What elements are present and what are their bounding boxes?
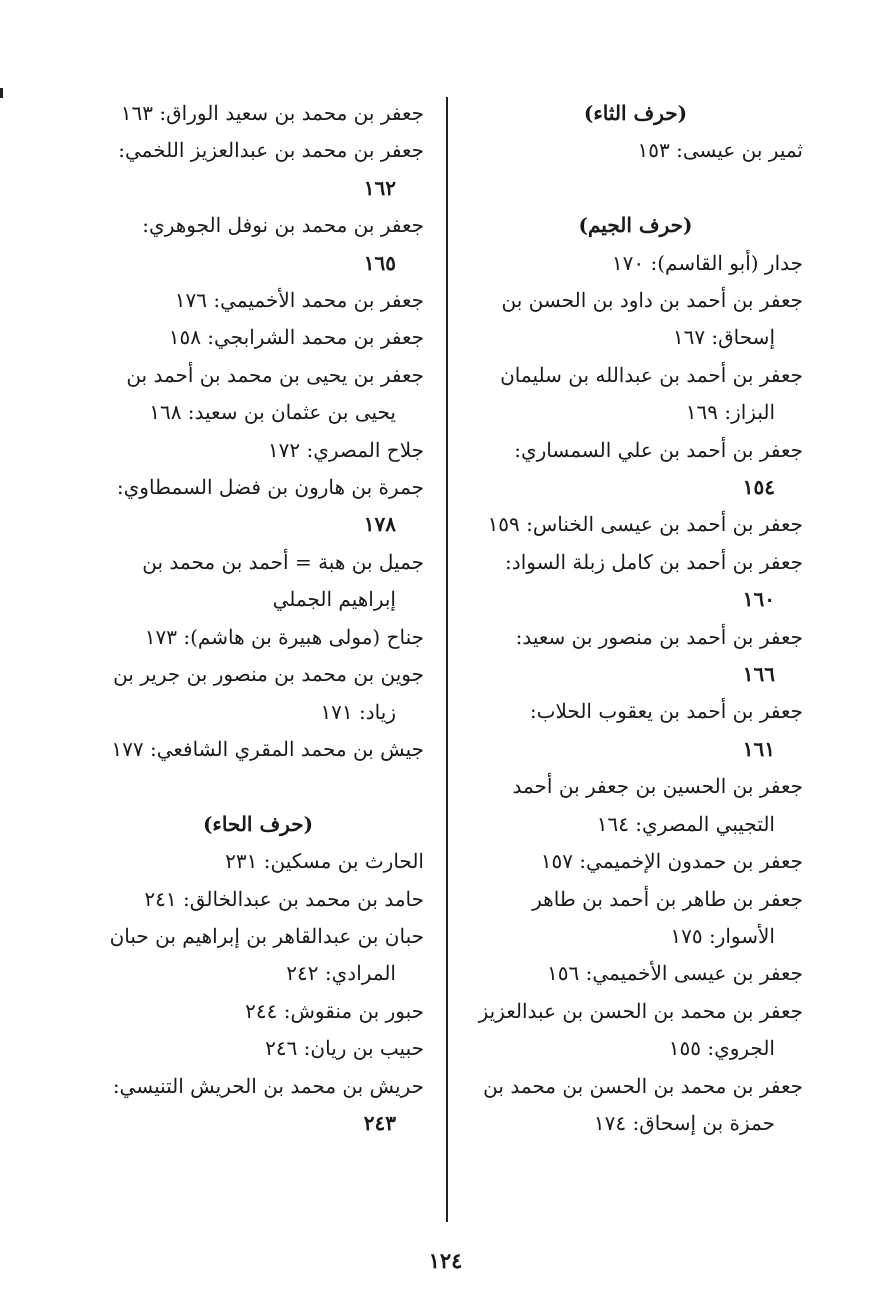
entry-line: جعفر بن أحمد بن يعقوب الحلاب: bbox=[529, 699, 803, 724]
entry-continuation: البزاز: ١٦٩ bbox=[685, 400, 775, 425]
index-entry: جعفر بن عيسى الأخميمي: ١٥٦ bbox=[547, 961, 803, 986]
entry-continuation: ١٦٦ bbox=[742, 662, 775, 687]
index-entry: جعفر بن محمد الشرابجي: ١٥٨ bbox=[168, 325, 424, 350]
index-entry bbox=[468, 619, 803, 694]
entry-continuation: ١٦٠ bbox=[742, 587, 775, 612]
index-entry bbox=[468, 282, 803, 357]
entry-line: جعفر بن أحمد بن عبدالله بن سليمان bbox=[500, 362, 803, 387]
entry-line: جعفر بن محمد بن نوفل الجوهري: bbox=[142, 213, 424, 238]
index-entry bbox=[468, 1068, 803, 1143]
entry-line: جعفر بن الحسين بن جعفر بن أحمد bbox=[512, 774, 803, 799]
entry-line: جعفر بن محمد بن الحسن بن عبدالعزيز bbox=[478, 998, 803, 1023]
index-entry bbox=[92, 656, 424, 731]
entry-continuation: إبراهيم الجملي bbox=[272, 587, 396, 612]
index-entry: جدار (أبو القاسم): ١٧٠ bbox=[611, 250, 803, 275]
entry-line: جعفر بن أحمد بن كامل زبلة السواد: bbox=[505, 549, 803, 574]
page-number: ١٢٤ bbox=[428, 1248, 463, 1273]
entry-line: جعفر بن يحيى بن محمد بن أحمد بن bbox=[126, 362, 424, 387]
index-entry bbox=[468, 993, 803, 1068]
index-entry: حبيب بن ريان: ٢٤٦ bbox=[265, 1036, 424, 1061]
entry-line: جميل بن هبة = أحمد بن محمد بن bbox=[142, 549, 424, 574]
entry-line: جعفر بن أحمد بن علي السمساري: bbox=[514, 437, 803, 462]
index-entry bbox=[92, 469, 424, 544]
entry-line: حريش بن محمد بن الحريش التنيسي: bbox=[112, 1073, 424, 1098]
margin-mark bbox=[0, 88, 3, 98]
entry-continuation: ١٥٤ bbox=[742, 475, 775, 500]
entry-continuation: ١٦٢ bbox=[363, 175, 396, 200]
index-entry bbox=[92, 1068, 424, 1143]
index-entry bbox=[468, 432, 803, 507]
column-divider bbox=[446, 97, 448, 1222]
index-entry: جعفر بن أحمد بن عيسى الخناس: ١٥٩ bbox=[487, 512, 803, 537]
entry-continuation: ١٦١ bbox=[742, 736, 775, 761]
right-column bbox=[468, 95, 803, 1142]
entry-continuation: الجروي: ١٥٥ bbox=[668, 1036, 775, 1061]
entry-continuation: ٢٤٣ bbox=[363, 1110, 396, 1135]
entry-line: جعفر بن محمد بن الحسن بن محمد بن bbox=[483, 1073, 803, 1098]
index-entry bbox=[92, 357, 424, 432]
entry-line: جعفر بن أحمد بن داود بن الحسن بن bbox=[501, 288, 803, 313]
index-entry: جيش بن محمد المقري الشافعي: ١٧٧ bbox=[111, 736, 424, 761]
index-entry: جعفر بن محمد الأخميمي: ١٧٦ bbox=[174, 288, 424, 313]
index-entry: حبور بن منقوش: ٢٤٤ bbox=[245, 998, 424, 1023]
entry-continuation: المرادي: ٢٤٢ bbox=[286, 961, 396, 986]
section-heading-tha: (حرف الثاء) bbox=[583, 101, 688, 125]
index-entry bbox=[92, 132, 424, 207]
index-entry bbox=[92, 544, 424, 619]
index-entry bbox=[92, 918, 424, 993]
index-entry bbox=[468, 357, 803, 432]
index-entry: جناح (مولى هبيرة بن هاشم): ١٧٣ bbox=[144, 624, 424, 649]
section-spacer bbox=[468, 170, 803, 207]
entry-line: جعفر بن طاهر بن أحمد بن طاهر bbox=[532, 886, 803, 911]
entry-continuation: التجيبي المصري: ١٦٤ bbox=[596, 811, 775, 836]
entry-line: حبان بن عبدالقاهر بن إبراهيم بن حبان bbox=[109, 923, 424, 948]
entry-line: جمرة بن هارون بن فضل السمطاوي: bbox=[116, 475, 424, 500]
left-column bbox=[92, 95, 424, 1142]
index-entry bbox=[468, 881, 803, 956]
entry-line: جعفر بن محمد بن عبدالعزيز اللخمي: bbox=[118, 138, 424, 163]
section-heading-ha: (حرف الحاء) bbox=[202, 811, 314, 836]
index-entry: حامد بن محمد بن عبدالخالق: ٢٤١ bbox=[144, 886, 424, 911]
entry-continuation: حمزة بن إسحاق: ١٧٤ bbox=[593, 1110, 775, 1135]
index-entry bbox=[468, 768, 803, 843]
index-entry: جلاح المصري: ١٧٢ bbox=[267, 437, 424, 462]
entry-continuation: الأسوار: ١٧٥ bbox=[670, 923, 775, 948]
entry-line: جوين بن محمد بن منصور بن جرير بن bbox=[113, 662, 424, 687]
index-entry bbox=[468, 693, 803, 768]
index-entry bbox=[92, 207, 424, 282]
index-entry: الحارث بن مسكين: ٢٣١ bbox=[225, 849, 424, 874]
entry-continuation: يحيى بن عثمان بن سعيد: ١٦٨ bbox=[149, 400, 396, 425]
entry-continuation: إسحاق: ١٦٧ bbox=[672, 325, 775, 350]
index-entry bbox=[468, 544, 803, 619]
section-heading-jim: (حرف الجيم) bbox=[578, 213, 693, 238]
index-entry: ثمير بن عيسى: ١٥٣ bbox=[637, 138, 803, 163]
entry-continuation: ١٦٥ bbox=[363, 250, 396, 275]
entry-continuation: زياد: ١٧١ bbox=[320, 699, 396, 724]
index-entry: جعفر بن حمدون الإخميمي: ١٥٧ bbox=[540, 849, 803, 874]
entry-continuation: ١٧٨ bbox=[363, 512, 396, 537]
entry-line: جعفر بن أحمد بن منصور بن سعيد: bbox=[515, 624, 803, 649]
section-spacer bbox=[92, 768, 424, 805]
index-entry: جعفر بن محمد بن سعيد الوراق: ١٦٣ bbox=[120, 101, 424, 125]
